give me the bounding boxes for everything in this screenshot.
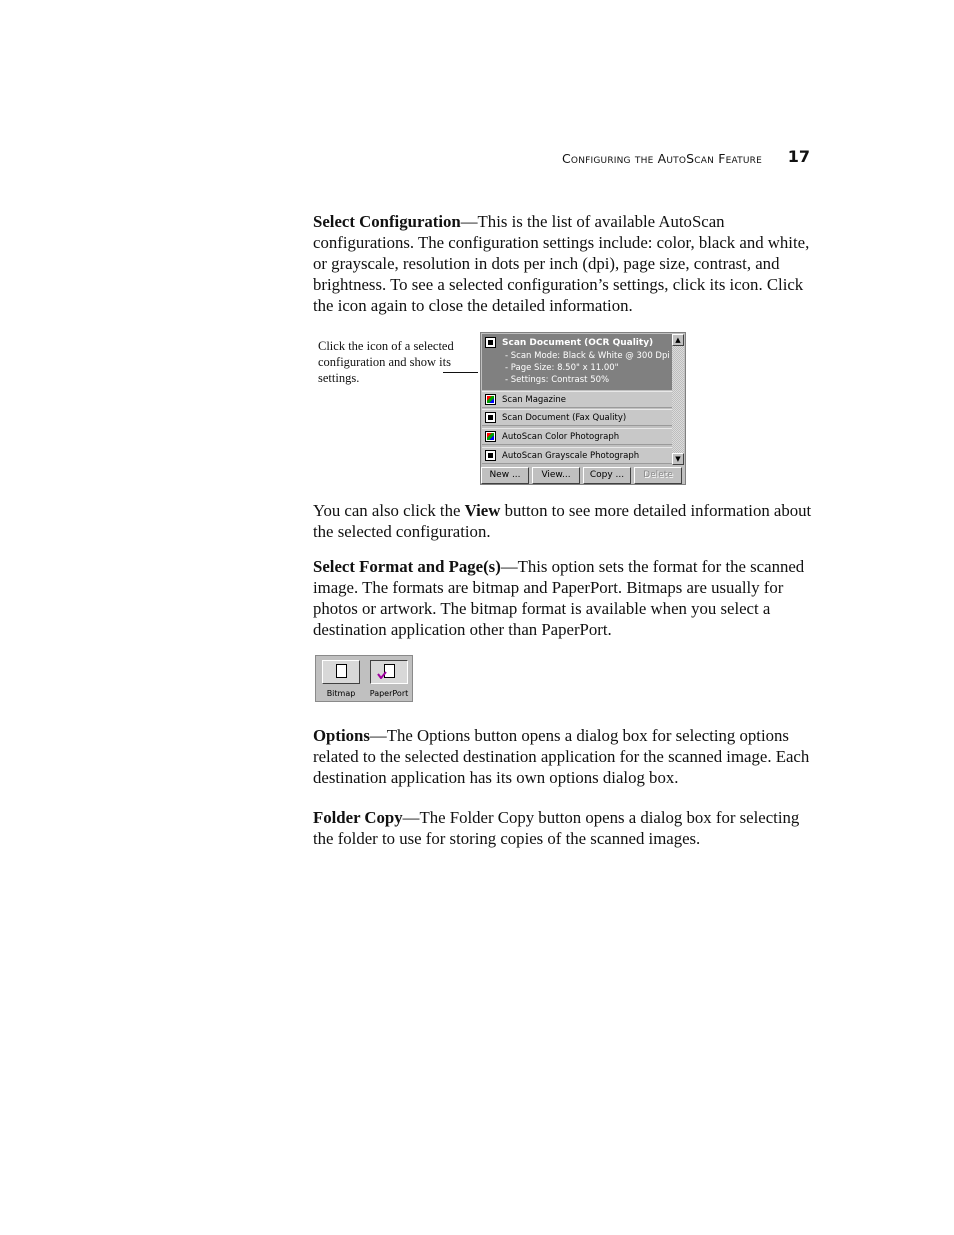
- scroll-up-arrow-icon[interactable]: ▲: [672, 334, 684, 346]
- figure-callout: Click the icon of a selected configuration and show its settings.: [318, 339, 454, 385]
- configuration-list: [482, 334, 673, 465]
- format-selector: [315, 655, 413, 702]
- bitmap-button-frame[interactable]: [322, 660, 360, 684]
- list-item-label: Scan Magazine: [502, 395, 566, 405]
- folder-copy-paragraph: [313, 807, 813, 849]
- paperport-button-frame[interactable]: [370, 660, 408, 684]
- folder-copy-term: Folder Copy: [313, 808, 403, 827]
- scroll-down-arrow-icon[interactable]: ▼: [672, 453, 684, 465]
- bitmap-format-button[interactable]: [318, 658, 364, 700]
- paperport-label: PaperPort: [369, 689, 409, 698]
- folder-copy-text: —The Folder Copy button opens a dialog box for selecting the folder to use for storing copies of the scanned images.: [313, 808, 800, 848]
- delete-button: Delete: [634, 467, 682, 484]
- list-item[interactable]: [482, 409, 673, 426]
- color-photo-icon[interactable]: [485, 394, 496, 405]
- document-icon[interactable]: [485, 412, 496, 423]
- list-item-label: AutoScan Color Photograph: [502, 432, 620, 442]
- list-item[interactable]: [482, 391, 673, 408]
- running-header: [470, 147, 810, 171]
- new-button[interactable]: New ...: [481, 467, 529, 484]
- list-item[interactable]: [482, 447, 673, 464]
- paperport-format-button[interactable]: [366, 658, 412, 700]
- grayscale-photo-icon[interactable]: [485, 450, 496, 461]
- color-photo-icon[interactable]: [485, 431, 496, 442]
- select-configuration-text: —This is the list of available AutoScan configurations. The configuration settings include: color, black and white, or grayscale, resolution in dots per inch (dpi), page size, contrast, and brightness. To see a selected configuration’s settings, click its icon. Click the icon again to close the detailed information.: [313, 212, 810, 315]
- document-icon[interactable]: [485, 337, 496, 348]
- bitmap-label: Bitmap: [326, 689, 356, 698]
- page-number: 17: [787, 147, 810, 166]
- configuration-detail: - Settings: Contrast 50%: [505, 375, 610, 385]
- select-configuration-term: Select Configuration: [313, 212, 461, 231]
- bitmap-icon: [336, 664, 347, 678]
- select-format-paragraph: [313, 556, 813, 640]
- selected-configuration-name: Scan Document (OCR Quality): [502, 338, 654, 348]
- view-button[interactable]: View...: [532, 467, 580, 484]
- view-note-pre: You can also click the: [313, 501, 465, 520]
- view-note-paragraph: [313, 500, 813, 542]
- configuration-detail: - Scan Mode: Black & White @ 300 Dpi: [505, 351, 670, 361]
- options-term: Options: [313, 726, 370, 745]
- checkmark-icon: [377, 671, 387, 679]
- options-paragraph: [313, 725, 813, 788]
- vertical-scrollbar[interactable]: [672, 334, 684, 465]
- options-text: —The Options button opens a dialog box for selecting options related to the selected destination application for the scanned image. Each destination application has its own options dialog box.: [313, 726, 810, 787]
- view-note-post: button to see more detailed information about the selected configuration.: [313, 501, 812, 541]
- configuration-list-panel: [480, 332, 686, 485]
- list-item-label: Scan Document (Fax Quality): [502, 413, 627, 423]
- chapter-title: Configuring the AutoScan Feature: [561, 151, 762, 166]
- list-item-label: AutoScan Grayscale Photograph: [502, 451, 640, 461]
- select-configuration-paragraph: [313, 211, 813, 316]
- select-format-term: Select Format and Page(s): [313, 557, 501, 576]
- select-format-text: —This option sets the format for the scanned image. The formats are bitmap and PaperPort. Bitmaps are usually for photos or artwork. The bitmap format is available when you select a destination application other than PaperPort.: [313, 557, 805, 639]
- list-item[interactable]: [482, 428, 673, 445]
- copy-button[interactable]: Copy ...: [583, 467, 631, 484]
- view-term: View: [464, 501, 501, 520]
- configuration-detail: - Page Size: 8.50" x 11.00": [505, 363, 619, 373]
- selected-configuration[interactable]: [482, 334, 673, 390]
- callout-leader-line: [443, 372, 478, 373]
